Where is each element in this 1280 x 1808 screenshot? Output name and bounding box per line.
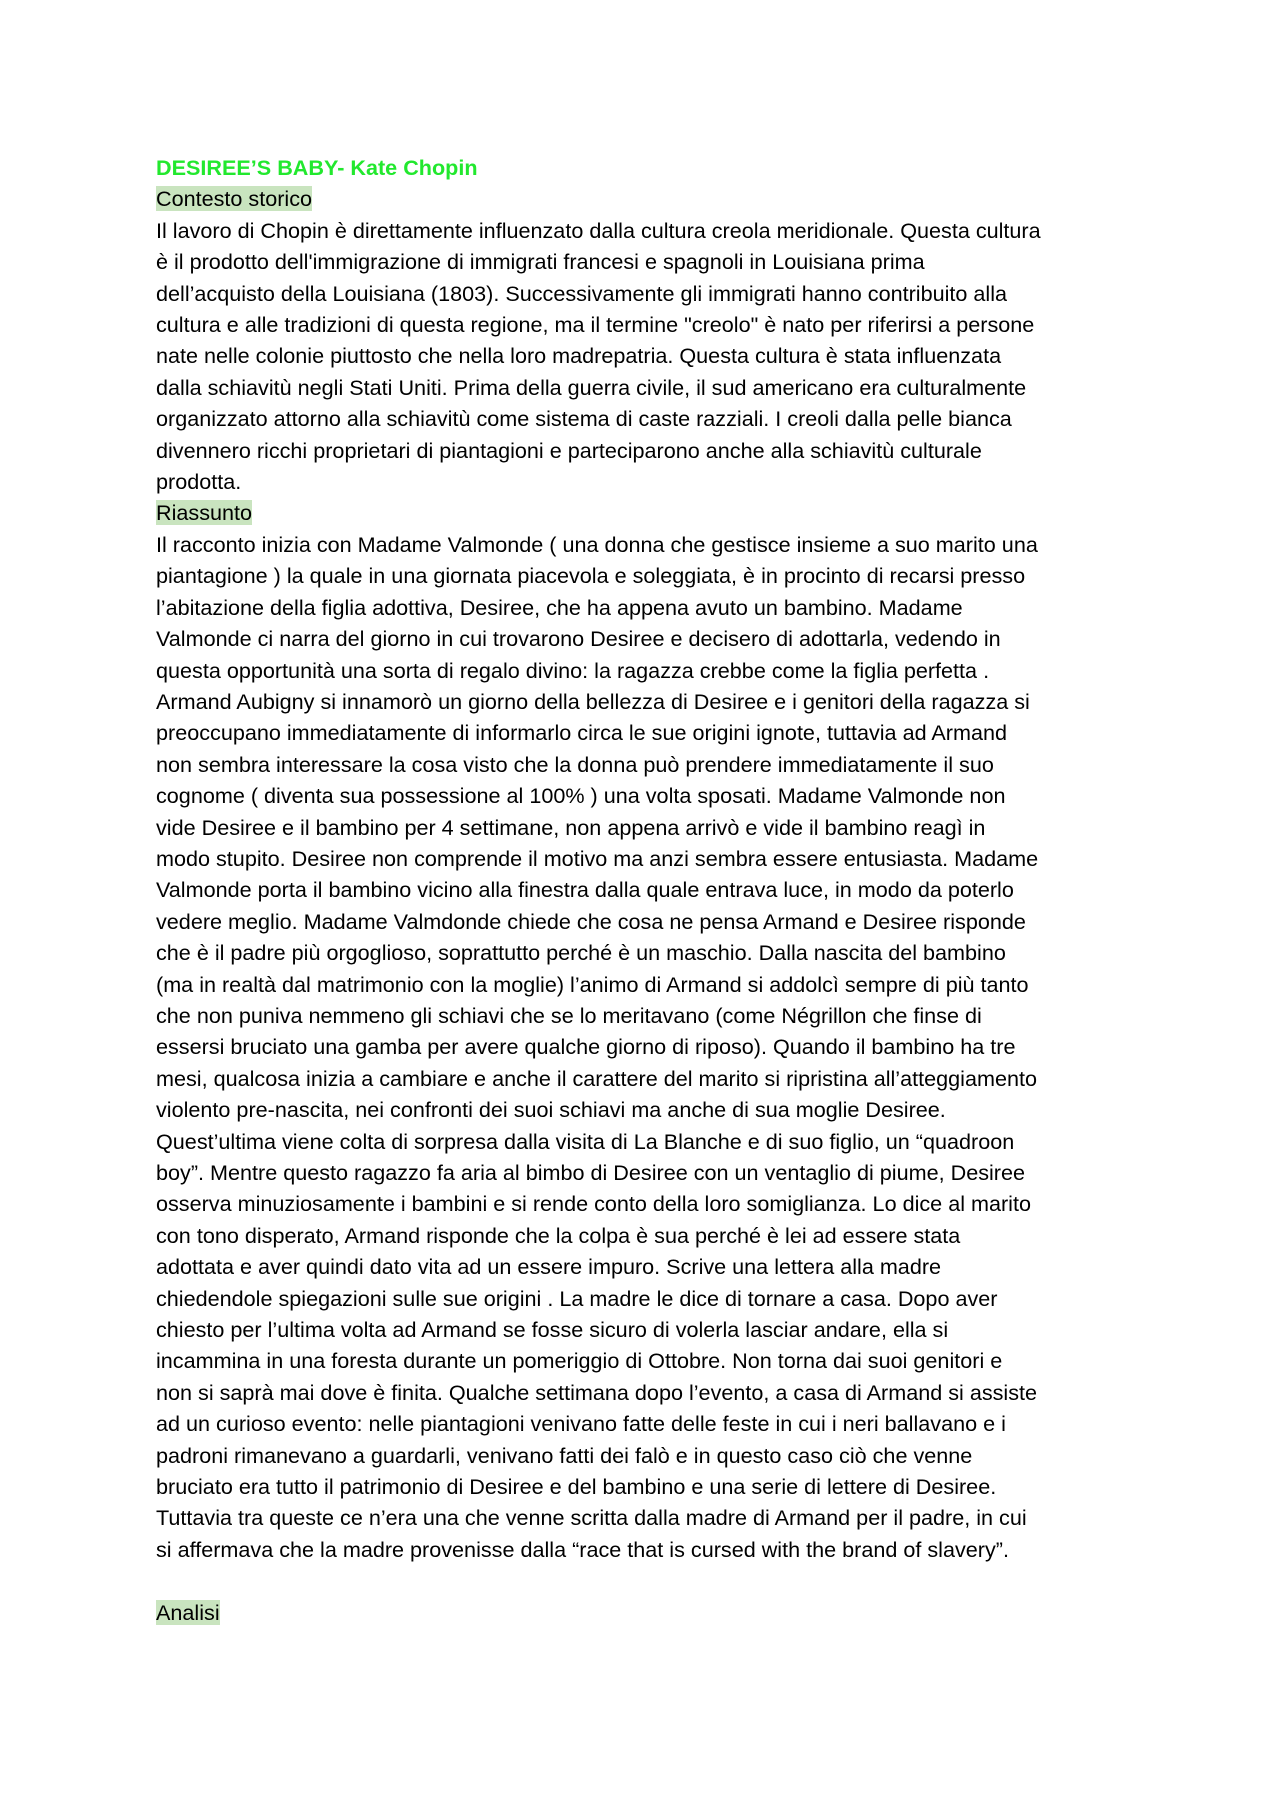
section-heading-analisi: Analisi [156,1599,220,1625]
blank-line [156,1565,1136,1596]
section-paragraph-contesto-storico: Il lavoro di Chopin è direttamente influenzato dalla cultura creola meridionale. Questa cultura è il prodotto dell'immigrazione di immigrati francesi e spagnoli in Louisiana prima dell’acquisto della Louisiana (1803). Successivamente gli immigrati hanno contribuito alla cultura e alle tradizioni di questa regione, ma il termine "creolo" è nato per riferirsi a persone nate nelle colonie piuttosto che nella loro madrepatria. Questa cultura è stata influenzata dalla schiavitù negli Stati Uniti. Prima della guerra civile, il sud americano era culturalmente organizzato attorno alla schiavitù come sistema di caste razziali. I creoli dalla pelle bianca divennero ricchi proprietari di piantagioni e parteciparono anche alla schiavitù culturale prodotta. [156,217,1041,495]
document-page [156,152,1136,1628]
section-heading-riassunto: Riassunto [156,500,253,526]
document-title: DESIREE’S BABY- Kate Chopin [156,155,478,180]
section-heading-contesto-storico: Contesto storico [156,186,313,212]
section-paragraph-riassunto: Il racconto inizia con Madame Valmonde ( una donna che gestisce insieme a suo marito una piantagione ) la quale in una giornata piacevola e soleggiata, è in procinto di recarsi presso l’abitazione della figlia adottiva, Desiree, che ha appena avuto un bambino. Madame Valmonde ci narra del giorno in cui trovarono Desiree e decisero di adottarla, vedendo in questa opportunità una sorta di regalo divino: la ragazza crebbe come la figlia perfetta . Armand Aubigny si innamorò un giorno della bellezza di Desiree e i genitori della ragazza si preoccupano immediatamente di informarlo circa le sue origini ignote, tuttavia ad Armand non sembra interessare la cosa visto che la donna può prendere immediatamente il suo cognome ( diventa sua possessione al 100% ) una volta sposati. Madame Valmonde non vide Desiree e il bambino per 4 settimane, non appena arrivò e vide il bambino reagì in modo stupito. Desiree non comprende il motivo ma anzi sembra essere entusiasta. Madame Valmonde porta il bambino vicino alla finestra dalla quale entrava luce, in modo da poterlo vedere meglio. Madame Valmdonde chiede che cosa ne pensa Armand e Desiree risponde che è il padre più orgoglioso, soprattutto perché è un maschio. Dalla nascita del bambino (ma in realtà dal matrimonio con la moglie) l’animo di Armand si addolcì sempre di più tanto che non puniva nemmeno gli schiavi che se lo meritavano (come Négrillon che finse di essersi bruciato una gamba per avere qualche giorno di riposo). Quando il bambino ha tre mesi, qualcosa inizia a cambiare e anche il carattere del marito si ripristina all’atteggiamento violento pre-nascita, nei confronti dei suoi schiavi ma anche di sua moglie Desiree. Quest’ultima viene colta di sorpresa dalla visita di La Blanche e di suo figlio, un “quadroon boy”. Mentre questo ragazzo fa aria al bimbo di Desiree con un ventaglio di piume, Desiree osserva minuziosamente i bambini e si rende conto della loro somiglianza. Lo dice al marito con tono disperato, Armand risponde che la colpa è sua perché è lei ad essere stata adottata e aver quindi dato vita ad un essere impuro. Scrive una lettera alla madre chiedendole spiegazioni sulle sue origini . La madre le dice di tornare a casa. Dopo aver chiesto per l’ultima volta ad Armand se fosse sicuro di volerla lasciar andare, ella si incammina in una foresta durante un pomeriggio di Ottobre. Non torna dai suoi genitori e non si saprà mai dove è finita. Qualche settimana dopo l’evento, a casa di Armand si assiste ad un curioso evento: nelle piantagioni venivano fatte delle feste in cui i neri ballavano e i padroni rimanevano a guardarli, venivano fatti dei falò e in questo caso ciò che venne bruciato era tutto il patrimonio di Desiree e del bambino e una serie di lettere di Desiree. Tuttavia tra queste ce n’era una che venne scritta dalla madre di Armand per il padre, in cui si affermava che la madre provenisse dalla “race that is cursed with the brand of slavery”. [156,531,1039,1562]
section-heading-line-contesto [156,183,1136,214]
section-heading-line-analisi [156,1597,1136,1628]
section-heading-line-riassunto [156,497,1136,528]
